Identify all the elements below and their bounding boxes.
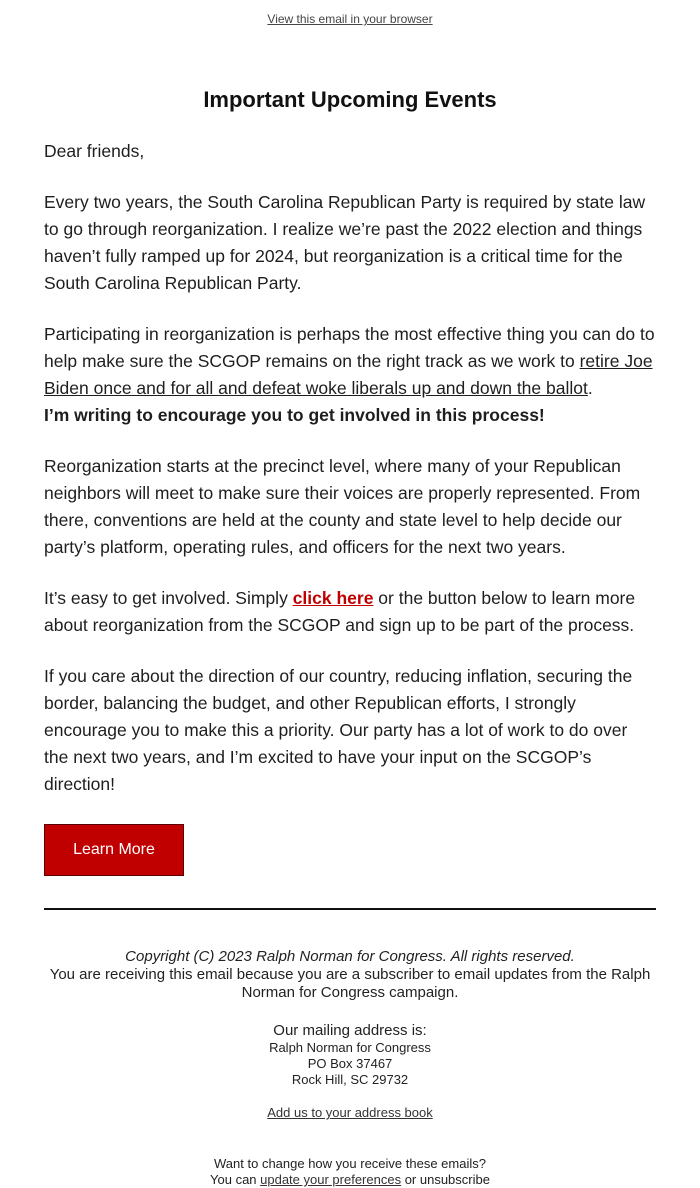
add-to-address-book-link[interactable]: Add us to your address book: [267, 1105, 433, 1120]
subscription-reason: You are receiving this email because you are a subscriber to email updates from the Ralph Norman for Congress campaign.: [49, 966, 651, 1001]
paragraph-direction: If you care about the direction of our country, reducing inflation, securing the border, balancing the budget, and other Republican efforts, I strongly encourage you to make this a priority. Our party has a lot of work to do over the next two years, and I’m excited to have your input on the SCGOP’s direction!: [44, 666, 633, 794]
period: .: [587, 378, 593, 398]
learn-more-button[interactable]: Learn More: [44, 824, 184, 876]
address-line-3: Rock Hill, SC 29732: [291, 1072, 409, 1087]
greeting: Dear friends,: [44, 141, 145, 161]
underlined-phrase: retire Joe Biden once and for all and defeat woke liberals up and down the ballot: [44, 351, 653, 398]
click-here-link[interactable]: click here: [292, 588, 374, 608]
paragraph-participating: [44, 321, 656, 429]
mailing-address-heading: Our mailing address is:: [273, 1022, 427, 1039]
update-preferences-link[interactable]: update your preferences: [260, 1172, 402, 1187]
footer: [44, 948, 656, 1188]
copyright: Copyright (C) 2023 Ralph Norman for Congress. All rights reserved.: [125, 948, 575, 965]
paragraph-reorganization-intro: Every two years, the South Carolina Republican Party is required by state law to go through reorganization. I realize we’re past the 2022 election and things haven’t fully ramped up for 2024, but reorganization is a critical time for the South Carolina Republican Party.: [44, 192, 646, 293]
address-line-1: Ralph Norman for Congress: [269, 1040, 431, 1055]
unsubscribe-text: or unsubscribe: [401, 1172, 490, 1187]
you-can-text: You can: [210, 1172, 261, 1187]
paragraph-precinct: Reorganization starts at the precinct level, where many of your Republican neighbors will meet to make sure their voices are properly represented. From there, conventions are held at the county and state level to help decide our party’s platform, operating rules, and officers for the next two years.: [44, 456, 641, 557]
preheader: [0, 0, 700, 32]
bold-encouragement: I’m writing to encourage you to get involved in this process!: [44, 405, 545, 425]
preferences-row: [44, 1172, 656, 1188]
view-in-browser-link[interactable]: View this email in your browser: [267, 12, 433, 26]
get-involved-text: It’s easy to get involved. Simply: [44, 588, 293, 608]
address-book-row: [44, 1104, 656, 1122]
get-involved-text-after: or the button below to learn more about reorganization from the SCGOP and sign up to be part of the process.: [44, 588, 636, 635]
page-title: Important Upcoming Events: [203, 87, 497, 112]
paragraph-participating-text: Participating in reorganization is perhaps the most effective thing you can do to help make sure the SCGOP remains on the right track as we work to: [44, 324, 655, 371]
address-line-2: PO Box 37467: [307, 1056, 393, 1071]
divider: [44, 908, 656, 910]
email-body: [44, 88, 656, 1188]
paragraph-get-involved: [44, 585, 656, 639]
change-preferences-question: Want to change how you receive these emails?: [214, 1156, 486, 1171]
